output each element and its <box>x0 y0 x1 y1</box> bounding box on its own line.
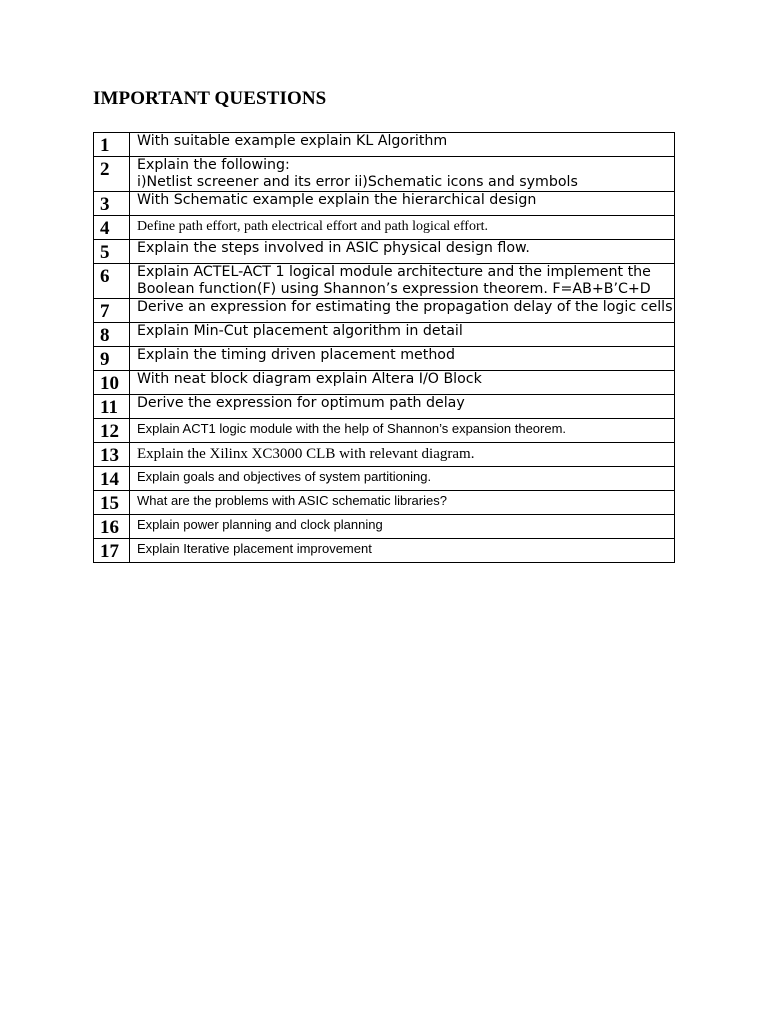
question-text: Explain goals and objectives of system partitioning. <box>137 469 432 484</box>
question-row <box>94 264 675 299</box>
question-text: With neat block diagram explain Altera I/O Block <box>137 371 482 387</box>
question-row <box>94 299 675 323</box>
question-cell <box>130 323 675 347</box>
question-text: With suitable example explain KL Algorithm <box>137 133 448 149</box>
page-title: IMPORTANT QUESTIONS <box>93 88 327 109</box>
question-row <box>94 192 675 216</box>
question-number: 11 <box>94 395 130 419</box>
question-cell <box>130 539 675 563</box>
question-cell <box>130 347 675 371</box>
question-number: 4 <box>94 216 130 240</box>
question-row <box>94 216 675 240</box>
question-text: Explain Iterative placement improvement <box>137 541 372 556</box>
question-cell <box>130 467 675 491</box>
question-number: 16 <box>94 515 130 539</box>
question-number: 6 <box>94 264 130 299</box>
question-number: 13 <box>94 443 130 467</box>
question-number: 7 <box>94 299 130 323</box>
question-number: 3 <box>94 192 130 216</box>
question-cell <box>130 264 675 299</box>
question-text: Explain ACTEL-ACT 1 logical module architecture and the implement the Boolean function(F) using Shannon’s expression theorem. F=AB+B’C+D <box>137 264 651 297</box>
question-number: 2 <box>94 157 130 192</box>
question-row <box>94 347 675 371</box>
question-row <box>94 240 675 264</box>
question-number: 14 <box>94 467 130 491</box>
question-row <box>94 157 675 192</box>
question-number: 9 <box>94 347 130 371</box>
question-text: Derive an expression for estimating the propagation delay of the logic cells <box>137 299 673 315</box>
question-row <box>94 515 675 539</box>
question-cell <box>130 299 675 323</box>
question-text: Explain the steps involved in ASIC physical design flow. <box>137 240 530 256</box>
questions-table <box>93 132 675 563</box>
question-number: 8 <box>94 323 130 347</box>
question-cell <box>130 419 675 443</box>
question-cell <box>130 371 675 395</box>
question-text: Define path effort, path electrical effort and path logical effort. <box>137 219 489 234</box>
question-row <box>94 323 675 347</box>
question-cell <box>130 395 675 419</box>
question-text: Explain the Xilinx XC3000 CLB with relevant diagram. <box>137 446 475 462</box>
question-row <box>94 371 675 395</box>
question-text: With Schematic example explain the hierarchical design <box>137 192 537 208</box>
question-text: Explain ACT1 logic module with the help of Shannon’s expansion theorem. <box>137 421 567 436</box>
question-cell <box>130 216 675 240</box>
question-cell <box>130 192 675 216</box>
question-text: Explain the timing driven placement method <box>137 347 455 363</box>
question-row <box>94 491 675 515</box>
question-cell <box>130 515 675 539</box>
question-number: 10 <box>94 371 130 395</box>
question-number: 1 <box>94 133 130 157</box>
question-row <box>94 395 675 419</box>
question-cell <box>130 133 675 157</box>
question-text: What are the problems with ASIC schematic libraries? <box>137 493 447 508</box>
question-number: 12 <box>94 419 130 443</box>
question-row <box>94 133 675 157</box>
question-cell <box>130 157 675 192</box>
question-text: Derive the expression for optimum path delay <box>137 395 465 411</box>
question-number: 5 <box>94 240 130 264</box>
question-number: 15 <box>94 491 130 515</box>
question-row <box>94 419 675 443</box>
question-cell <box>130 491 675 515</box>
question-row <box>94 443 675 467</box>
question-number: 17 <box>94 539 130 563</box>
question-row <box>94 467 675 491</box>
question-cell <box>130 240 675 264</box>
question-text: Explain power planning and clock planning <box>137 517 383 532</box>
question-row <box>94 539 675 563</box>
question-text: Explain Min-Cut placement algorithm in detail <box>137 323 463 339</box>
question-cell <box>130 443 675 467</box>
questions-table-body <box>94 133 675 563</box>
question-text: Explain the following: i)Netlist screener and its error ii)Schematic icons and symbols <box>137 157 578 190</box>
